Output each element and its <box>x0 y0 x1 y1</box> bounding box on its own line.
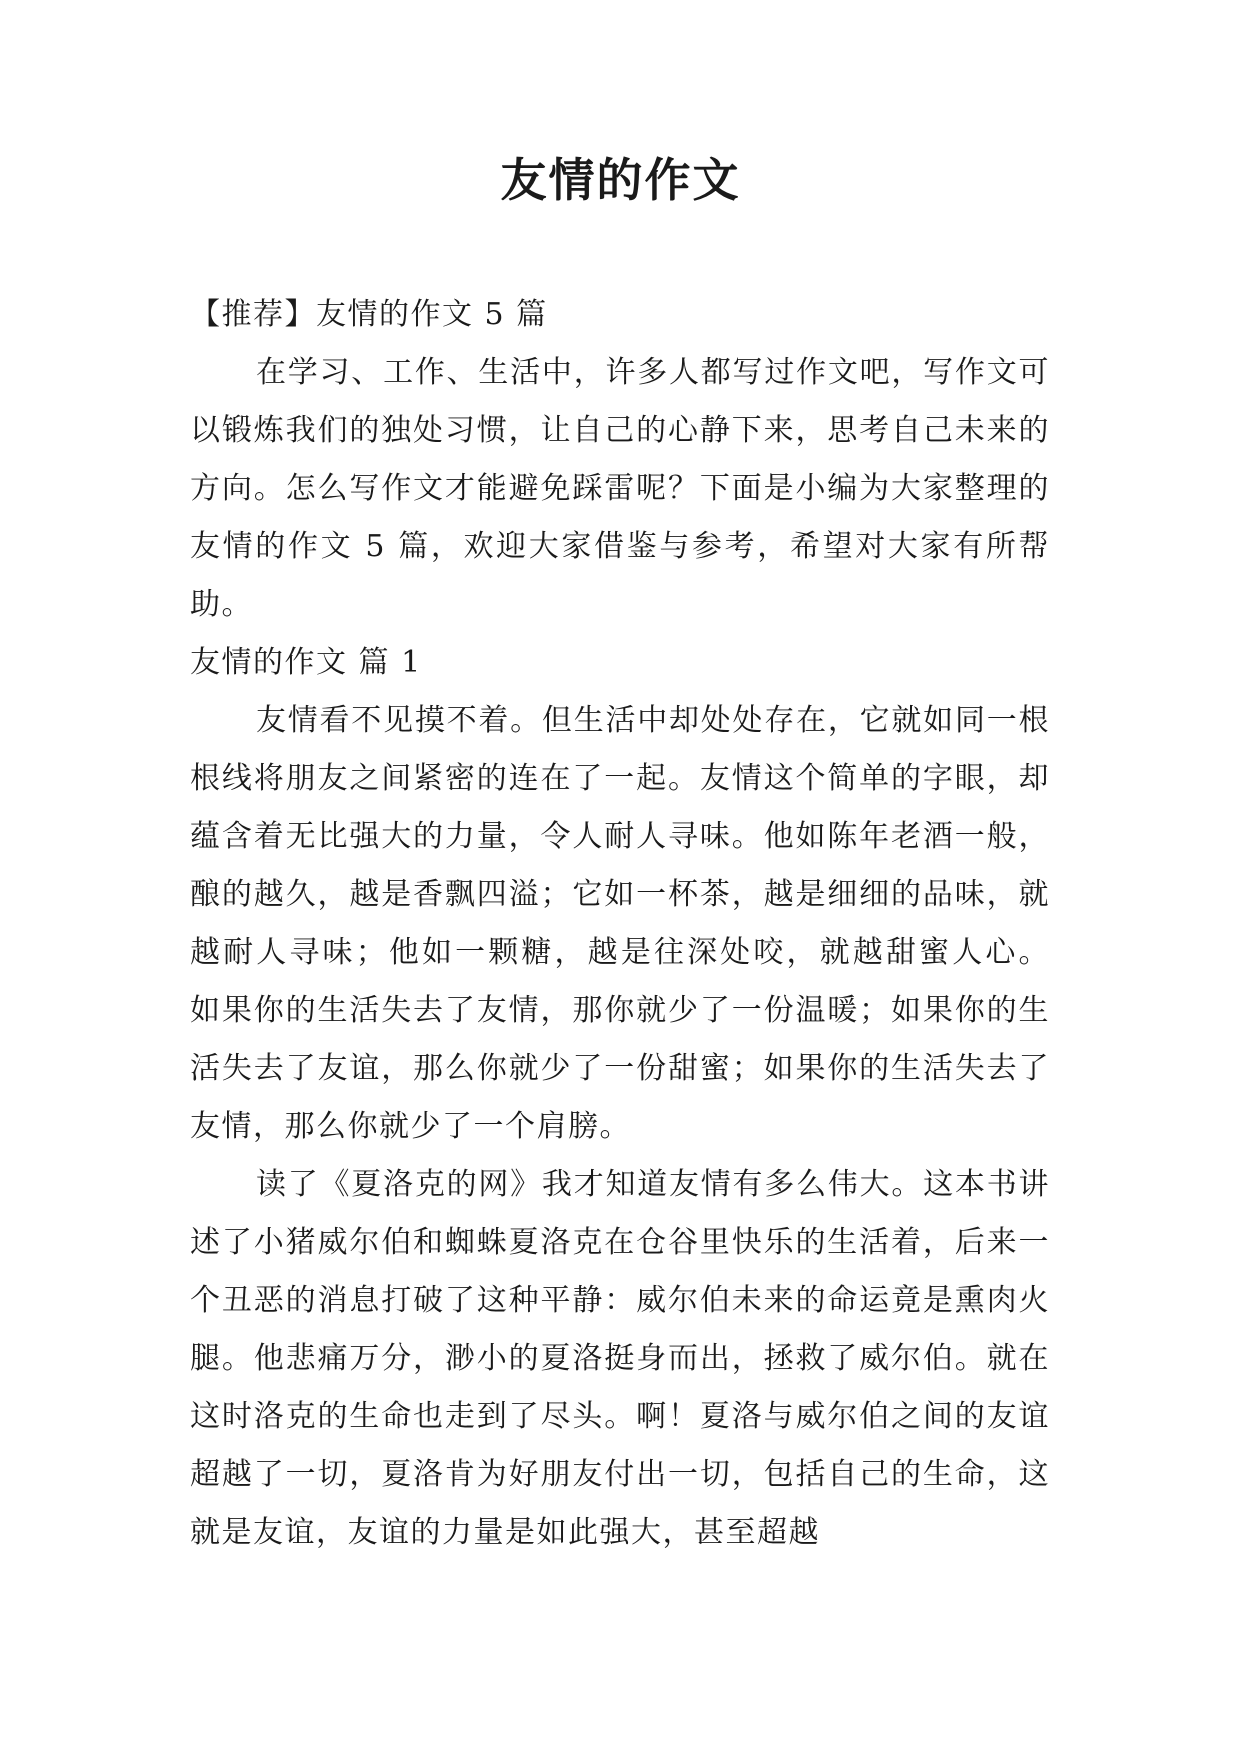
body-paragraph-1: 友情看不见摸不着。但生活中却处处存在，它就如同一根根线将朋友之间紧密的连在了一起。友情这个简单的字眼，却蕴含着无比强大的力量，令人耐人寻味。他如陈年老酒一般，酿的越久，越是香飘四溢；它如一杯茶，越是细细的品味，就越耐人寻味；他如一颗糖，越是往深处咬，就越甜蜜人心。 如果你的生活失去了友情，那你就少了一份温暖；如果你的生活失去了友谊，那么你就少了一份甜蜜；如果你的生活失去了友情，那么你就少了一个肩膀。 <box>190 703 1050 1144</box>
intro-paragraph: 在学习、工作、生活中，许多人都写过作文吧，写作文可以锻炼我们的独处习惯，让自己的心静下来，思考自己未来的方向。怎么写作文才能避免踩雷呢？下面是小编为大家整理的友情的作文 5 篇，欢迎大家借鉴与参考，希望对大家有所帮助。 <box>190 355 1050 622</box>
document-body <box>190 286 1050 1562</box>
document-subtitle: 【推荐】友情的作文 5 篇 <box>190 297 548 332</box>
body-paragraph-2: 读了《夏洛克的网》我才知道友情有多么伟大。这本书讲述了小猪威尔伯和蜘蛛夏洛克在仓谷里快乐的生活着，后来一个丑恶的消息打破了这种平静：威尔伯未来的命运竟是熏肉火腿。他悲痛万分，渺小的夏洛挺身而出，拯救了威尔伯。就在这时洛克的生命也走到了尽头。啊！夏洛与威尔伯之间的友谊超越了一切，夏洛肯为好朋友付出一切，包括自己的生命，这就是友谊，友谊的力量是如此强大，甚至超越 <box>190 1167 1050 1550</box>
document-title: 友情的作文 <box>500 153 741 207</box>
section-heading: 友情的作文 篇 1 <box>190 645 422 680</box>
